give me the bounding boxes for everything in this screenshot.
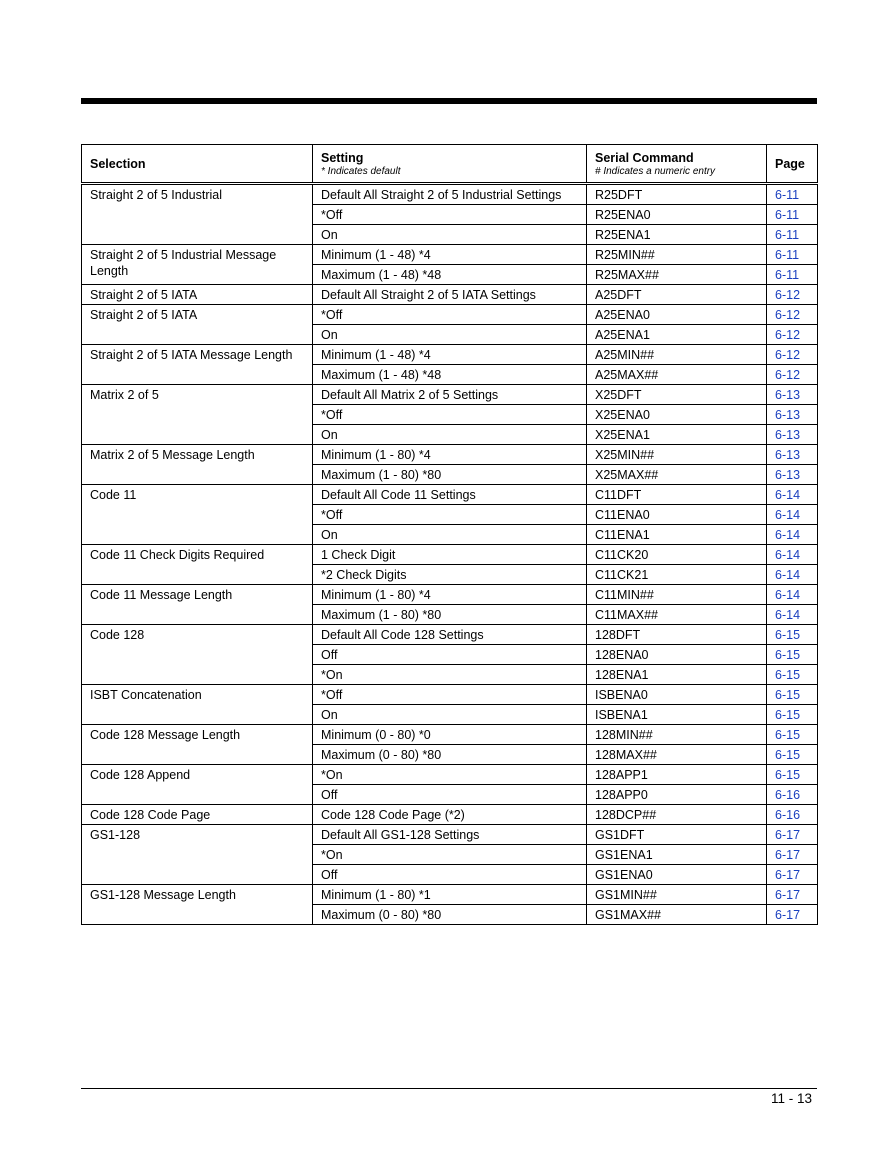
- page-link[interactable]: 6-14: [767, 605, 818, 625]
- page-link[interactable]: 6-15: [767, 725, 818, 745]
- setting-cell: Minimum (1 - 48) *4: [313, 245, 587, 265]
- page-link[interactable]: 6-14: [767, 545, 818, 565]
- serial-command-cell: C11CK21: [587, 565, 767, 585]
- setting-cell: Default All GS1-128 Settings: [313, 825, 587, 845]
- setting-cell: *On: [313, 845, 587, 865]
- serial-command-cell: 128MIN##: [587, 725, 767, 745]
- serial-command-cell: 128DCP##: [587, 805, 767, 825]
- table-row: [82, 585, 818, 605]
- table-row: [82, 305, 818, 325]
- setting-cell: *On: [313, 765, 587, 785]
- page-link[interactable]: 6-15: [767, 705, 818, 725]
- table-row: [82, 385, 818, 405]
- header-serial-label: Serial Command: [595, 150, 694, 165]
- header-serial-note: # Indicates a numeric entry: [595, 165, 716, 177]
- setting-cell: Default All Matrix 2 of 5 Settings: [313, 385, 587, 405]
- selection-cell: Straight 2 of 5 Industrial Message Length: [82, 245, 313, 285]
- header-page: Page: [767, 145, 818, 184]
- header-setting: [313, 145, 587, 184]
- page-link[interactable]: 6-16: [767, 785, 818, 805]
- table-row: [82, 725, 818, 745]
- page-link[interactable]: 6-11: [767, 205, 818, 225]
- table-body: [82, 184, 818, 925]
- setting-cell: Default All Code 128 Settings: [313, 625, 587, 645]
- header-serial-command: [587, 145, 767, 184]
- serial-command-cell: 128ENA1: [587, 665, 767, 685]
- page-link[interactable]: 6-14: [767, 565, 818, 585]
- setting-cell: Default All Straight 2 of 5 Industrial Settings: [313, 184, 587, 205]
- selection-cell: ISBT Concatenation: [82, 685, 313, 725]
- header-selection: Selection: [82, 145, 313, 184]
- serial-command-cell: GS1MIN##: [587, 885, 767, 905]
- setting-cell: On: [313, 705, 587, 725]
- serial-command-cell: R25DFT: [587, 184, 767, 205]
- setting-cell: *Off: [313, 305, 587, 325]
- page-number: 11 - 13: [770, 1091, 812, 1106]
- serial-command-cell: 128APP1: [587, 765, 767, 785]
- page-link[interactable]: 6-17: [767, 865, 818, 885]
- page-link[interactable]: 6-14: [767, 585, 818, 605]
- serial-command-cell: C11DFT: [587, 485, 767, 505]
- serial-command-cell: GS1ENA0: [587, 865, 767, 885]
- serial-command-cell: 128MAX##: [587, 745, 767, 765]
- table-row: [82, 485, 818, 505]
- setting-cell: Minimum (1 - 48) *4: [313, 345, 587, 365]
- selection-cell: Straight 2 of 5 Industrial: [82, 184, 313, 245]
- setting-cell: Off: [313, 865, 587, 885]
- serial-command-cell: C11MIN##: [587, 585, 767, 605]
- page-link[interactable]: 6-11: [767, 184, 818, 205]
- serial-command-cell: X25ENA0: [587, 405, 767, 425]
- page-link[interactable]: 6-13: [767, 445, 818, 465]
- setting-cell: Maximum (0 - 80) *80: [313, 745, 587, 765]
- page-link[interactable]: 6-15: [767, 625, 818, 645]
- page-link[interactable]: 6-15: [767, 685, 818, 705]
- table-row: [82, 445, 818, 465]
- table-row: [82, 805, 818, 825]
- table-row: [82, 825, 818, 845]
- setting-cell: On: [313, 225, 587, 245]
- page-link[interactable]: 6-15: [767, 645, 818, 665]
- setting-cell: Off: [313, 645, 587, 665]
- page-link[interactable]: 6-13: [767, 385, 818, 405]
- serial-command-cell: A25MAX##: [587, 365, 767, 385]
- setting-cell: On: [313, 425, 587, 445]
- page-link[interactable]: 6-16: [767, 805, 818, 825]
- setting-cell: Maximum (0 - 80) *80: [313, 905, 587, 925]
- serial-command-table: [81, 144, 818, 925]
- setting-cell: *On: [313, 665, 587, 685]
- serial-command-cell: A25ENA1: [587, 325, 767, 345]
- setting-cell: *2 Check Digits: [313, 565, 587, 585]
- page-link[interactable]: 6-17: [767, 825, 818, 845]
- table-row: [82, 285, 818, 305]
- serial-command-cell: GS1DFT: [587, 825, 767, 845]
- page-link[interactable]: 6-11: [767, 225, 818, 245]
- page-link[interactable]: 6-11: [767, 265, 818, 285]
- bottom-rule: [81, 1088, 817, 1089]
- selection-cell: Straight 2 of 5 IATA: [82, 285, 313, 305]
- selection-cell: Straight 2 of 5 IATA: [82, 305, 313, 345]
- setting-cell: Minimum (1 - 80) *4: [313, 445, 587, 465]
- serial-command-cell: 128ENA0: [587, 645, 767, 665]
- serial-command-cell: 128APP0: [587, 785, 767, 805]
- page-link[interactable]: 6-12: [767, 305, 818, 325]
- page-link[interactable]: 6-13: [767, 425, 818, 445]
- setting-cell: Minimum (0 - 80) *0: [313, 725, 587, 745]
- selection-cell: Straight 2 of 5 IATA Message Length: [82, 345, 313, 385]
- setting-cell: Minimum (1 - 80) *1: [313, 885, 587, 905]
- page-link[interactable]: 6-12: [767, 285, 818, 305]
- page-link[interactable]: 6-13: [767, 465, 818, 485]
- table-row: [82, 245, 818, 265]
- setting-cell: Maximum (1 - 48) *48: [313, 265, 587, 285]
- serial-command-cell: ISBENA1: [587, 705, 767, 725]
- selection-cell: Code 11 Message Length: [82, 585, 313, 625]
- setting-cell: On: [313, 525, 587, 545]
- page-link[interactable]: 6-11: [767, 245, 818, 265]
- table-row: [82, 625, 818, 645]
- header-setting-note: * Indicates default: [321, 165, 401, 177]
- serial-command-cell: C11MAX##: [587, 605, 767, 625]
- setting-cell: Minimum (1 - 80) *4: [313, 585, 587, 605]
- selection-cell: Code 11 Check Digits Required: [82, 545, 313, 585]
- serial-command-cell: R25MAX##: [587, 265, 767, 285]
- serial-command-cell: ISBENA0: [587, 685, 767, 705]
- setting-cell: *Off: [313, 205, 587, 225]
- selection-cell: Code 11: [82, 485, 313, 545]
- page-link[interactable]: 6-15: [767, 745, 818, 765]
- serial-command-cell: X25ENA1: [587, 425, 767, 445]
- setting-cell: Code 128 Code Page (*2): [313, 805, 587, 825]
- page-link[interactable]: 6-15: [767, 765, 818, 785]
- serial-command-cell: A25MIN##: [587, 345, 767, 365]
- setting-cell: *Off: [313, 405, 587, 425]
- setting-cell: *Off: [313, 685, 587, 705]
- setting-cell: Maximum (1 - 80) *80: [313, 605, 587, 625]
- page-link[interactable]: 6-14: [767, 505, 818, 525]
- serial-command-cell: GS1MAX##: [587, 905, 767, 925]
- setting-cell: Maximum (1 - 48) *48: [313, 365, 587, 385]
- serial-command-cell: A25ENA0: [587, 305, 767, 325]
- table-row: [82, 765, 818, 785]
- setting-cell: Default All Code 11 Settings: [313, 485, 587, 505]
- selection-cell: Code 128: [82, 625, 313, 685]
- serial-command-cell: X25MIN##: [587, 445, 767, 465]
- table-row: [82, 685, 818, 705]
- serial-command-cell: C11CK20: [587, 545, 767, 565]
- setting-cell: Maximum (1 - 80) *80: [313, 465, 587, 485]
- setting-cell: On: [313, 325, 587, 345]
- setting-cell: 1 Check Digit: [313, 545, 587, 565]
- page-link[interactable]: 6-12: [767, 325, 818, 345]
- selection-cell: GS1-128: [82, 825, 313, 885]
- serial-command-cell: C11ENA0: [587, 505, 767, 525]
- page-link[interactable]: 6-17: [767, 905, 818, 925]
- page-link[interactable]: 6-13: [767, 405, 818, 425]
- selection-cell: Matrix 2 of 5: [82, 385, 313, 445]
- serial-command-cell: X25DFT: [587, 385, 767, 405]
- setting-cell: Off: [313, 785, 587, 805]
- serial-command-cell: R25ENA0: [587, 205, 767, 225]
- serial-command-cell: R25MIN##: [587, 245, 767, 265]
- table-row: [82, 885, 818, 905]
- serial-command-cell: C11ENA1: [587, 525, 767, 545]
- page-link[interactable]: 6-12: [767, 365, 818, 385]
- top-rule: [81, 98, 817, 104]
- page-link[interactable]: 6-12: [767, 345, 818, 365]
- selection-cell: GS1-128 Message Length: [82, 885, 313, 925]
- table-row: [82, 184, 818, 205]
- serial-command-cell: R25ENA1: [587, 225, 767, 245]
- page-link[interactable]: 6-14: [767, 525, 818, 545]
- page-link[interactable]: 6-17: [767, 885, 818, 905]
- selection-cell: Code 128 Append: [82, 765, 313, 805]
- serial-command-cell: A25DFT: [587, 285, 767, 305]
- page-link[interactable]: 6-15: [767, 665, 818, 685]
- serial-command-cell: X25MAX##: [587, 465, 767, 485]
- selection-cell: Matrix 2 of 5 Message Length: [82, 445, 313, 485]
- table-row: [82, 545, 818, 565]
- table-row: [82, 345, 818, 365]
- page-link[interactable]: 6-14: [767, 485, 818, 505]
- serial-command-cell: GS1ENA1: [587, 845, 767, 865]
- setting-cell: Default All Straight 2 of 5 IATA Settings: [313, 285, 587, 305]
- setting-cell: *Off: [313, 505, 587, 525]
- selection-cell: Code 128 Message Length: [82, 725, 313, 765]
- header-setting-label: Setting: [321, 150, 364, 165]
- table-header-row: [82, 145, 818, 184]
- serial-command-cell: 128DFT: [587, 625, 767, 645]
- page-link[interactable]: 6-17: [767, 845, 818, 865]
- selection-cell: Code 128 Code Page: [82, 805, 313, 825]
